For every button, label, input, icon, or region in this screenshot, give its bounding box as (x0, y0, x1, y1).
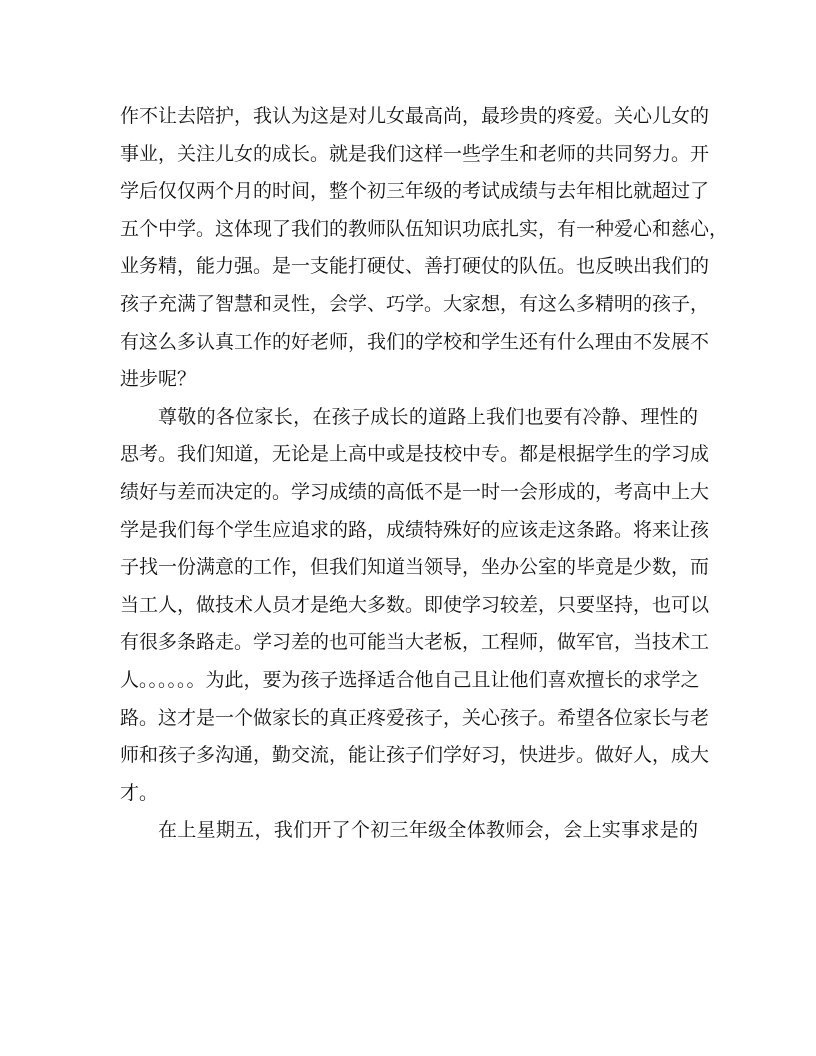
text-line: 事业，关注儿女的成长。就是我们这样一些学生和老师的共同努力。开 (120, 142, 710, 165)
text-line: 人。。。。。。为此，要为孩子选择适合他自己且让他们喜欢擅长的求学之 (120, 668, 700, 691)
text-line: 有很多条路走。学习差的也可能当大老板，工程师，做军官，当技术工 (120, 631, 710, 654)
text-line: 师和孩子多沟通，勤交流，能让孩子们学好习，快进步。做好人，成大 (120, 744, 710, 767)
text-line: 才。 (120, 781, 159, 804)
paragraph-3 (120, 812, 698, 850)
paragraph-2 (120, 399, 710, 813)
text-line: 业务精，能力强。是一支能打硬仗、善打硬仗的队伍。也反映出我们的 (120, 255, 710, 278)
paragraph-1 (120, 98, 729, 399)
text-line: 学是我们每个学生应追求的路，成绩特殊好的应该走这条路。将来让孩 (120, 518, 710, 541)
text-line: 子找一份满意的工作，但我们知道当领导，坐办公室的毕竟是少数，而 (120, 556, 710, 579)
text-line: 五个中学。这体现了我们的教师队伍知识功底扎实，有一种爱心和慈心， (120, 217, 729, 240)
text-line: 学后仅仅两个月的时间，整个初三年级的考试成绩与去年相比就超过了 (120, 180, 710, 203)
text-line: 有这么多认真工作的好老师，我们的学校和学生还有什么理由不发展不 (120, 330, 710, 353)
text-line: 路。这才是一个做家长的真正疼爱孩子，关心孩子。希望各位家长与老 (120, 706, 710, 729)
text-line: 进步呢？ (120, 368, 197, 391)
text-line: 当工人，做技术人员才是绝大多数。即使学习较差，只要坚持，也可以 (120, 593, 710, 616)
text-line: 作不让去陪护，我认为这是对儿女最高尚，最珍贵的疼爱。关心儿女的 (120, 105, 710, 127)
text-line: 孩子充满了智慧和灵性，会学、巧学。大家想，有这么多精明的孩子， (120, 292, 710, 315)
document-page (120, 98, 729, 850)
text-line: 在上星期五，我们开了个初三年级全体教师会，会上实事求是的 (158, 819, 698, 842)
text-line: 绩好与差而决定的。学习成绩的高低不是一时一会形成的，考高中上大 (120, 480, 710, 503)
text-line: 思考。我们知道，无论是上高中或是技校中专。都是根据学生的学习成 (120, 443, 710, 466)
text-line: 尊敬的各位家长，在孩子成长的道路上我们也要有冷静、理性的 (158, 405, 698, 428)
